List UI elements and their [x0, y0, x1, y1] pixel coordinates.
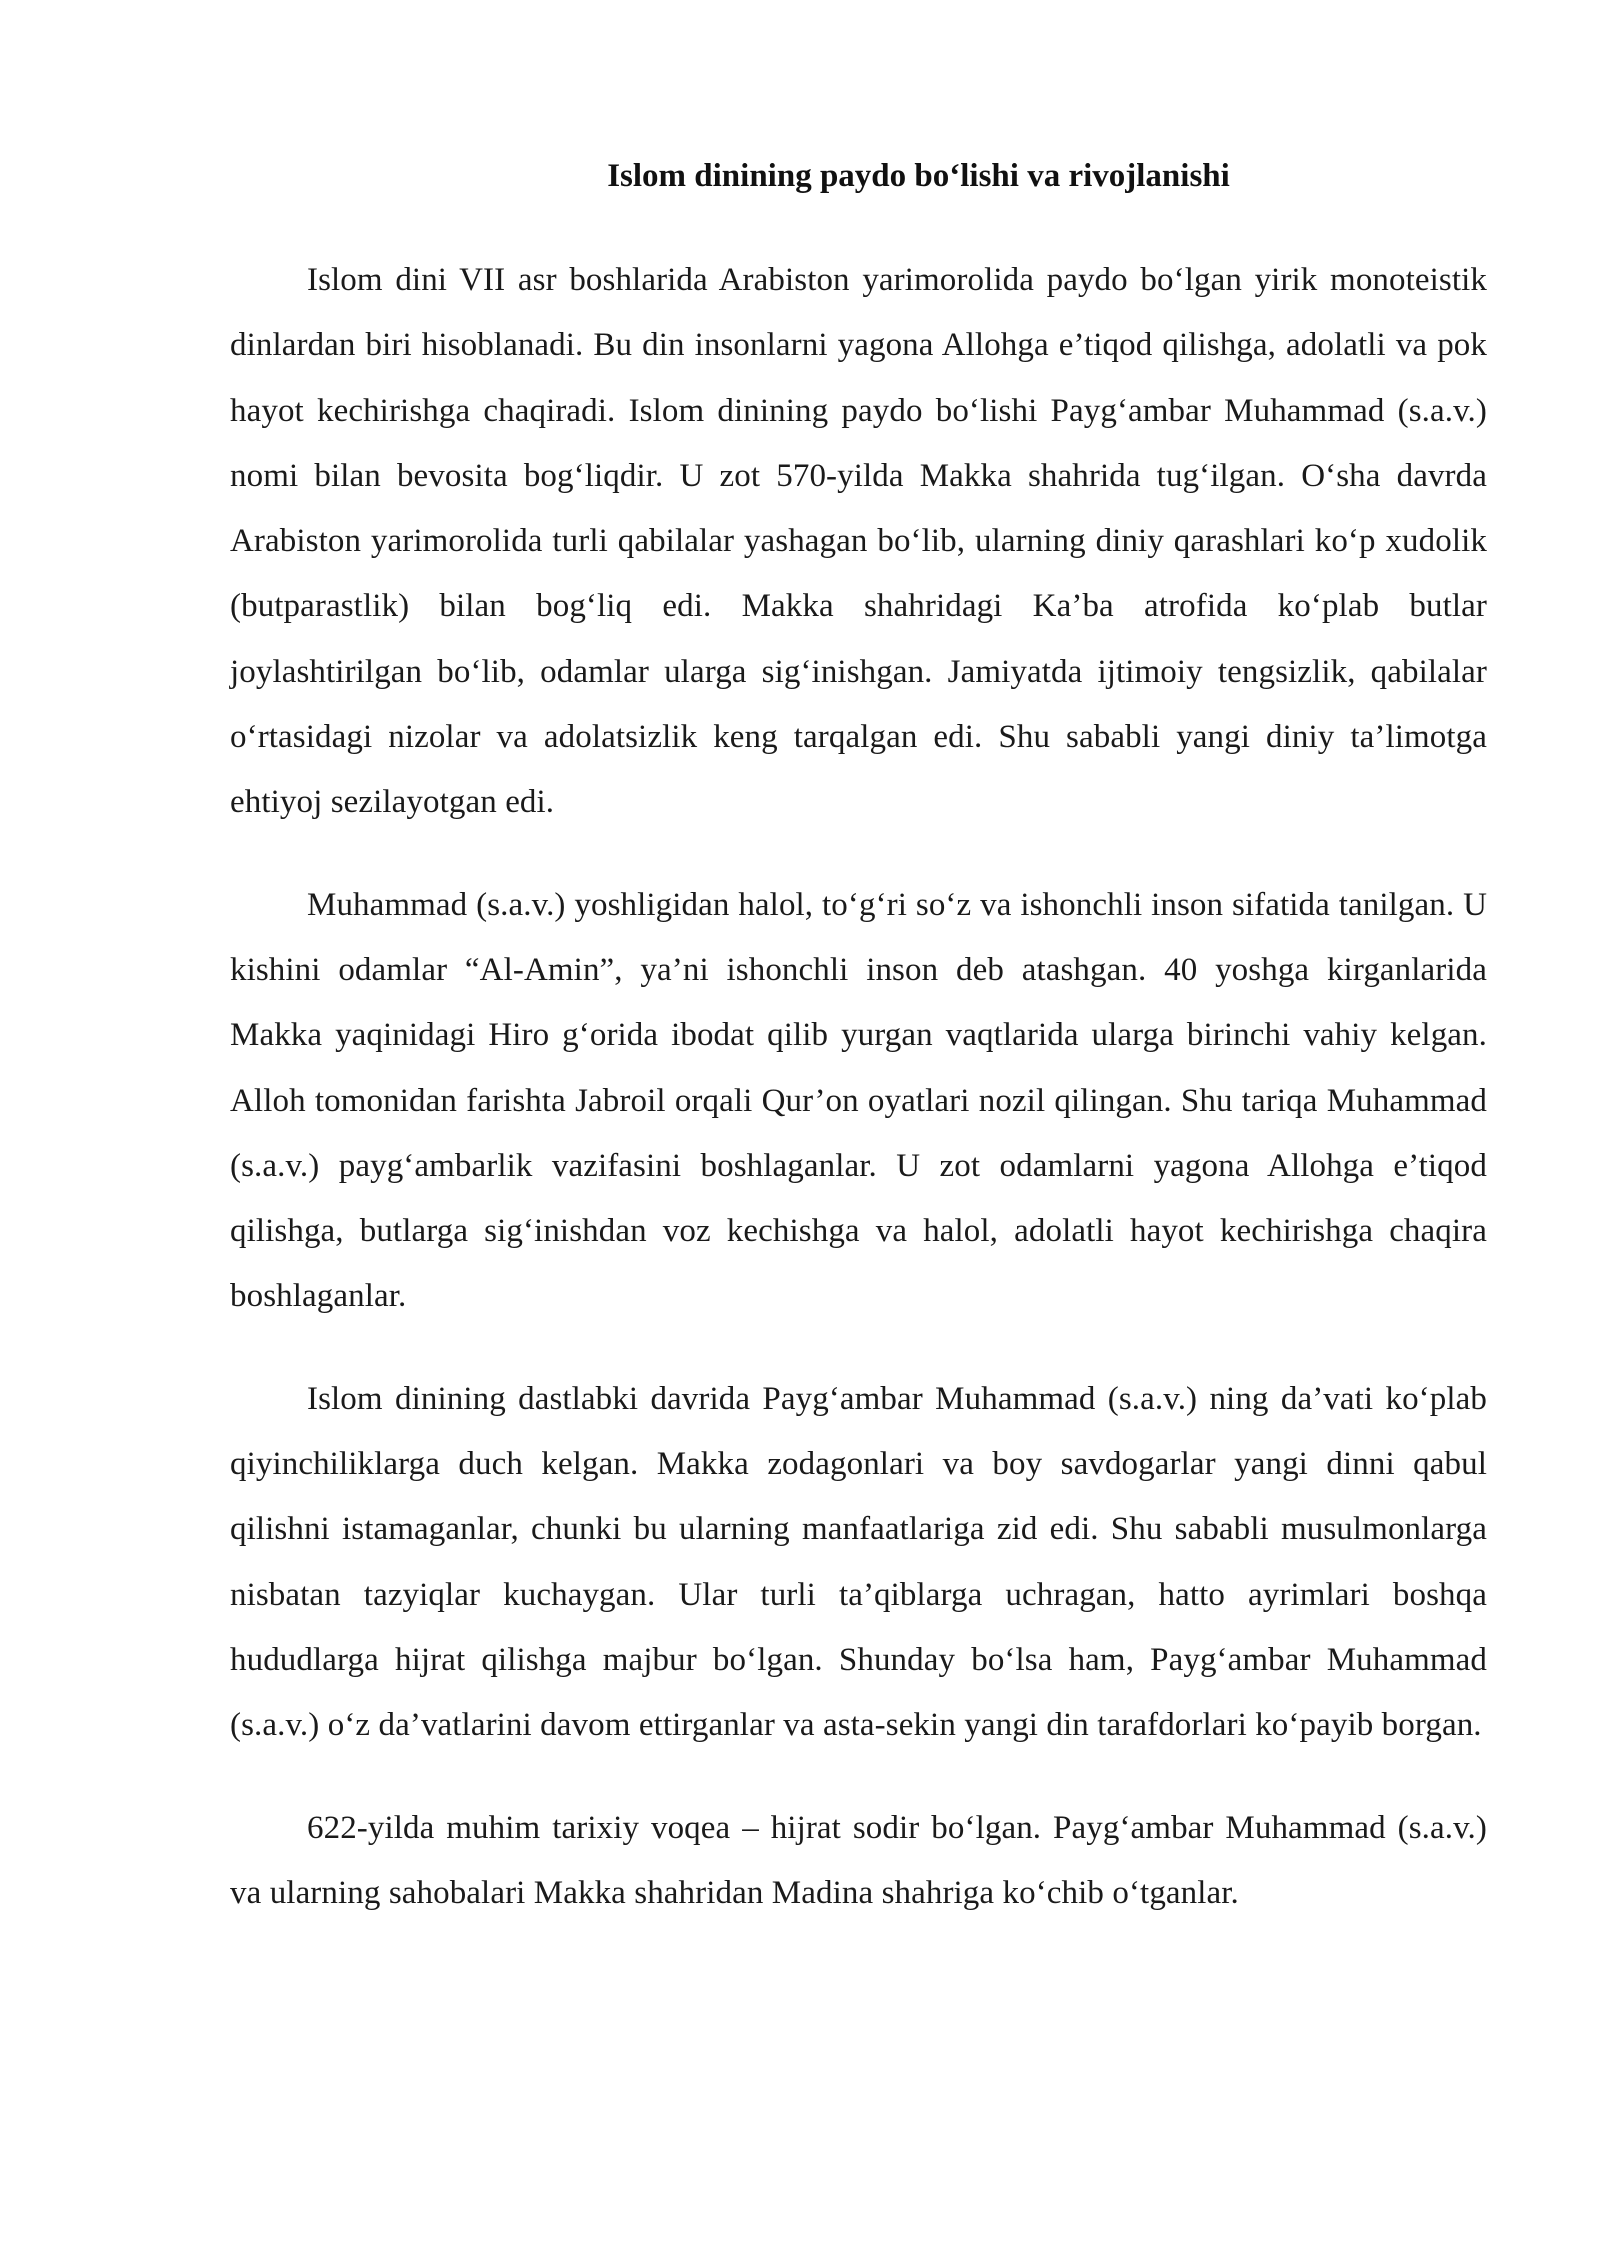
paragraph-1: Islom dini VII asr boshlarida Arabiston yarimorolida paydo bo‘lgan yirik monoteistik dinlardan biri hisoblanadi. Bu din insonlarni yagona Allohga e’tiqod qilishga, adolatli va pok hayot kechirishga chaqiradi. Islom dinining paydo bo‘lishi Payg‘ambar Muhammad (s.a.v.) nomi bilan bevosita bog‘liqdir. U zot 570-yilda Makka shahrida tug‘ilgan. O‘sha davrda Arabiston yarimorolida turli qabilalar yashagan bo‘lib, ularning diniy qarashlari ko‘p xudolik (butparastlik) bilan bog‘liq edi. Makka shahridagi Ka’ba atrofida ko‘plab butlar joylashtirilgan bo‘lib, odamlar ularga sig‘inishgan. Jamiyatda ijtimoiy tengsizlik, qabilalar o‘rtasidagi nizolar va adolatsizlik keng tarqalgan edi. Shu sababli yangi diniy ta’limotga ehtiyoj sezilayotgan edi. — [230, 262, 1487, 821]
document-title: Islom dinining paydo bo‘lishi va rivojlanishi — [607, 158, 1230, 194]
paragraph-4: 622-yilda muhim tarixiy voqea – hijrat sodir bo‘lgan. Payg‘ambar Muhammad (s.a.v.) va ularning sahobalari Makka shahridan Madina shahriga ko‘chib o‘tganlar. — [230, 1809, 1487, 1911]
paragraph-2: Muhammad (s.a.v.) yoshligidan halol, to‘g‘ri so‘z va ishonchli inson sifatida tanilgan. U kishini odamlar “Al-Amin”, ya’ni ishonchli inson deb atashgan. 40 yoshga kirganlarida Makka yaqinidagi Hiro g‘orida ibodat qilib yurgan vaqtlarida ularga birinchi vahiy kelgan. Alloh tomonidan farishta Jabroil orqali Qur’on oyatlari nozil qilingan. Shu tariqa Muhammad (s.a.v.) payg‘ambarlik vazifasini boshlaganlar. U zot odamlarni yagona Allohga e’tiqod qilishga, butlarga sig‘inishdan voz kechishga va halol, adolatli hayot kechirishga chaqira boshlaganlar. — [230, 886, 1487, 1315]
document-body — [230, 150, 1487, 1963]
paragraph-3: Islom dinining dastlabki davrida Payg‘ambar Muhammad (s.a.v.) ning da’vati ko‘plab qiyinchiliklarga duch kelgan. Makka zodagonlari va boy savdogarlar yangi dinni qabul qilishni istamaganlar, chunki bu ularning manfaatlariga zid edi. Shu sababli musulmonlarga nisbatan tazyiqlar kuchaygan. Ular turli ta’qiblarga uchragan, hatto ayrimlari boshqa hududlarga hijrat qilishga majbur bo‘lgan. Shunday bo‘lsa ham, Payg‘ambar Muhammad (s.a.v.) o‘z da’vatlarini davom ettirganlar va asta-sekin yangi din tarafdorlari ko‘payib borgan. — [230, 1380, 1487, 1744]
